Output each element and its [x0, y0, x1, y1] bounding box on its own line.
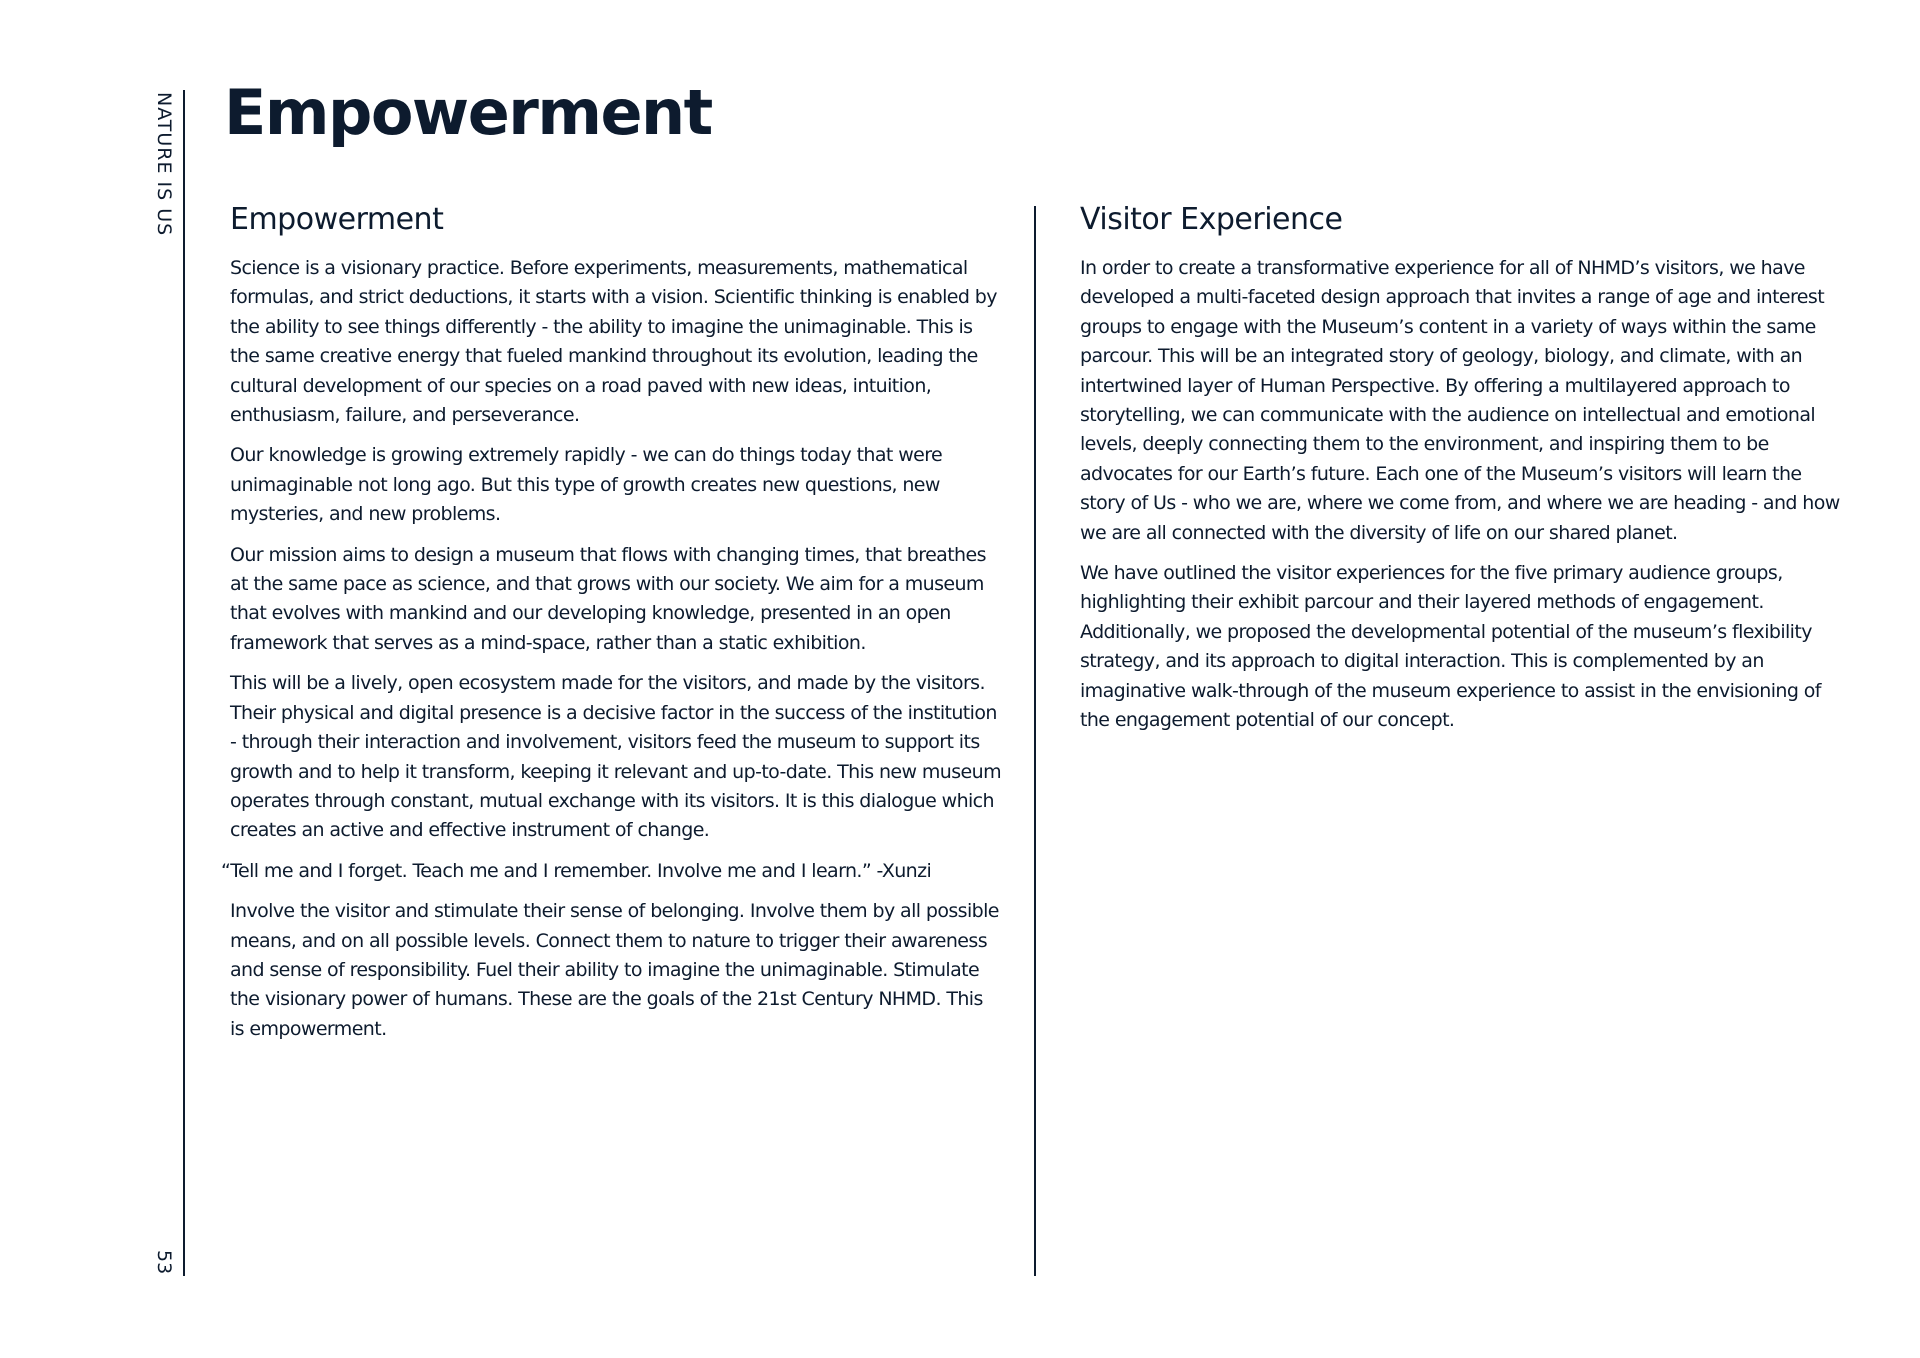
- left-column-heading: Empowerment: [230, 202, 444, 237]
- right-column: [1080, 198, 1840, 747]
- paragraph: This will be a lively, open ecosystem made for the visitors, and made by the visitors. Their physical and digital presence is a decisive factor in the success of the institution - through their interaction and involvement, visitors feed the museum to support its growth and to help it transform, keeping it relevant and up-to-date. This new museum operates through constant, mutual exchange with its visitors. It is this dialogue which creates an active and effective instrument of change.: [230, 672, 1001, 842]
- paragraph: Our mission aims to design a museum that flows with changing times, that breathes at the same pace as science, and that grows with our society. We aim for a museum that evolves with mankind and our developing knowledge, presented in an open framework that serves as a mind-space, rather than a static exhibition.: [230, 543, 986, 654]
- paragraph: Involve the visitor and stimulate their sense of belonging. Involve them by all possible means, and on all possible levels. Connect them to nature to trigger their awareness and sense of responsibility. Fuel their ability to imagine the unimaginable. Stimulate the visionary power of humans. These are the goals of the 21st Century NHMD. This is empowerment.: [230, 900, 999, 1040]
- page-number: 53: [153, 1250, 175, 1275]
- paragraph: Science is a visionary practice. Before experiments, measurements, mathematical formulas, and strict deductions, it starts with a vision. Scientific thinking is enabled by the ability to see things differently - the ability to imagine the unimaginable. This is the same creative energy that fueled mankind throughout its evolution, leading the cultural development of our species on a road paved with new ideas, intuition, enthusiasm, failure, and perseverance.: [230, 257, 997, 427]
- left-divider-rule: [183, 90, 185, 1276]
- section-label: NATURE IS US: [153, 92, 175, 237]
- left-column: [221, 198, 1002, 1055]
- paragraph: In order to create a transformative experience for all of NHMD’s visitors, we have developed a multi-faceted design approach that invites a range of age and interest groups to engage with the Museum’s content in a variety of ways within the same parcour. This will be an integrated story of geology, biology, and climate, with an intertwined layer of Human Perspective. By offering a multilayered approach to storytelling, we can communicate with the audience on intellectual and emotional levels, deeply connecting them to the environment, and inspiring them to be advocates for our Earth’s future. Each one of the Museum’s visitors will learn the story of Us - who we are, where we come from, and where we are heading - and how we are all connected with the diversity of life on our shared planet.: [1080, 257, 1840, 544]
- paragraph: We have outlined the visitor experiences for the five primary audience groups, highlighting their exhibit parcour and their layered methods of engagement. Additionally, we proposed the developmental potential of the museum’s flexibility strategy, and its approach to digital interaction. This is complemented by an imaginative walk-through of the museum experience to assist in the envisioning of the engagement potential of our concept.: [1080, 562, 1821, 732]
- page-title: Empowerment: [224, 76, 712, 149]
- column-divider-rule: [1034, 206, 1036, 1276]
- right-column-heading: Visitor Experience: [1080, 202, 1343, 237]
- quote: “Tell me and I forget. Teach me and I remember. Involve me and I learn.” -Xunzi: [221, 859, 932, 882]
- paragraph: Our knowledge is growing extremely rapidly - we can do things today that were unimaginable not long ago. But this type of growth creates new questions, new mysteries, and new problems.: [230, 444, 943, 526]
